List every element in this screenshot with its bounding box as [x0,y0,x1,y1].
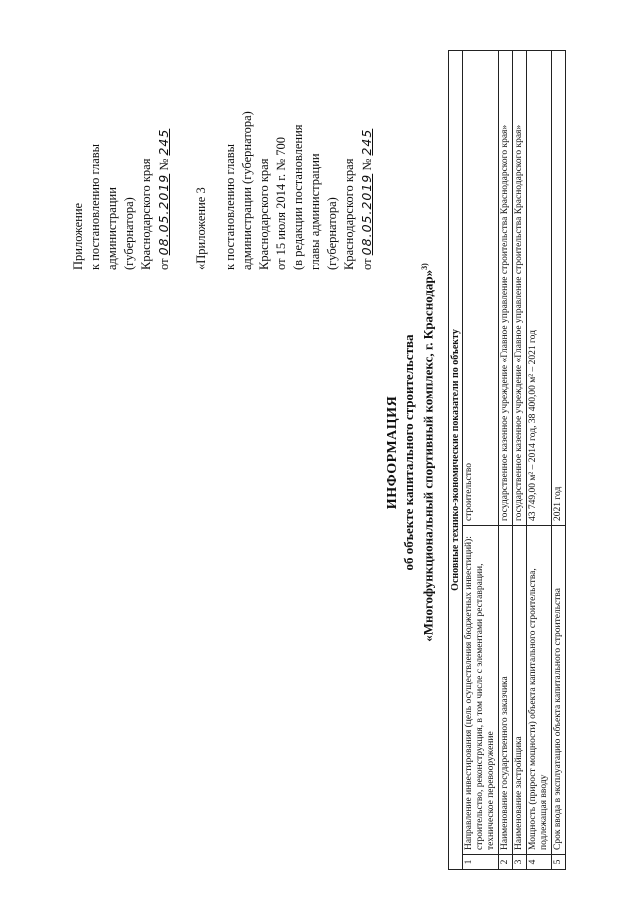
handwritten-date: 08.05.2019 [156,173,171,256]
handwritten-date: 08.05.2019 [359,173,374,256]
number-label: № [157,158,171,171]
handwritten-number: 245 [156,128,171,156]
appendix-line: администрации (губернатора) [240,111,254,270]
appendix-line: Краснодарского края [257,158,271,270]
row-label: Наименование застройщика [513,526,527,855]
row-label: Срок ввода в эксплуатацию объекта капитального строительства [552,526,566,855]
appendix-line: Приложение [71,202,85,270]
title-object [417,60,436,845]
appendix-line: Краснодарского края [139,158,153,270]
row-number: 1 [463,855,499,870]
appendix-line: (губернатора) [325,197,339,270]
appendix-line: к постановлению главы [223,143,237,270]
indicators-table [448,50,566,870]
appendix3-header [193,10,376,270]
row-label: Направление инвестирования (цель осуществления бюджетных инвестиций): строительство, реконструкция, в том числе с элементами реставрации, техническое перевооружение [463,526,499,855]
date-prefix: от [157,258,171,270]
appendix-line: к постановлению главы [88,143,102,270]
table-row [527,51,552,870]
row-value: 43 749,00 м² – 2014 год, 38 400,00 м² – 2021 год [527,51,552,526]
table-header-row [449,51,463,870]
row-value: государственное казенное учреждение «Главное управление строительства Краснодарского края» [513,51,527,526]
appendix-line: Краснодарского края [342,158,356,270]
title-main: ИНФОРМАЦИЯ [385,395,400,510]
row-label: Наименование государственного заказчика [499,526,513,855]
table-row [463,51,499,870]
title-sub: об объекте капитального строительства [401,334,416,571]
appendix-line: от 15 июля 2014 г. № 700 [274,136,288,270]
row-number: 5 [552,855,566,870]
number-label: № [360,158,374,171]
row-value: 2021 год [552,51,566,526]
table-row [552,51,566,870]
row-number: 3 [513,855,527,870]
row-number: 2 [499,855,513,870]
appendix-line: администрации [105,187,119,270]
appendix-header [70,10,173,270]
table-row [513,51,527,870]
row-value: строительство [463,51,499,526]
table-header: Основные технико-экономические показатели по объекту [449,51,463,870]
appendix-line: главы администрации [308,153,322,270]
appendix-line: (губернатора) [122,197,136,270]
date-prefix: от [360,258,374,270]
appendix-date-line [155,10,173,270]
appendix-date-line [358,10,376,270]
row-number: 4 [527,855,552,870]
appendix-line: (в редакции постановления [291,124,305,270]
row-label: Мощность (прирост мощности) объекта капитального строительства, подлежащая вводу [527,526,552,855]
row-value: государственное казенное учреждение «Главное управление строительства Краснодарского края» [499,51,513,526]
footnote-mark: 3) [420,263,429,270]
object-name: «Многофункциональный спортивный комплекс, г. Краснодар» [420,269,436,642]
document-title [385,60,436,845]
appendix-line: «Приложение 3 [194,187,208,270]
handwritten-number: 245 [359,128,374,156]
table-row [499,51,513,870]
